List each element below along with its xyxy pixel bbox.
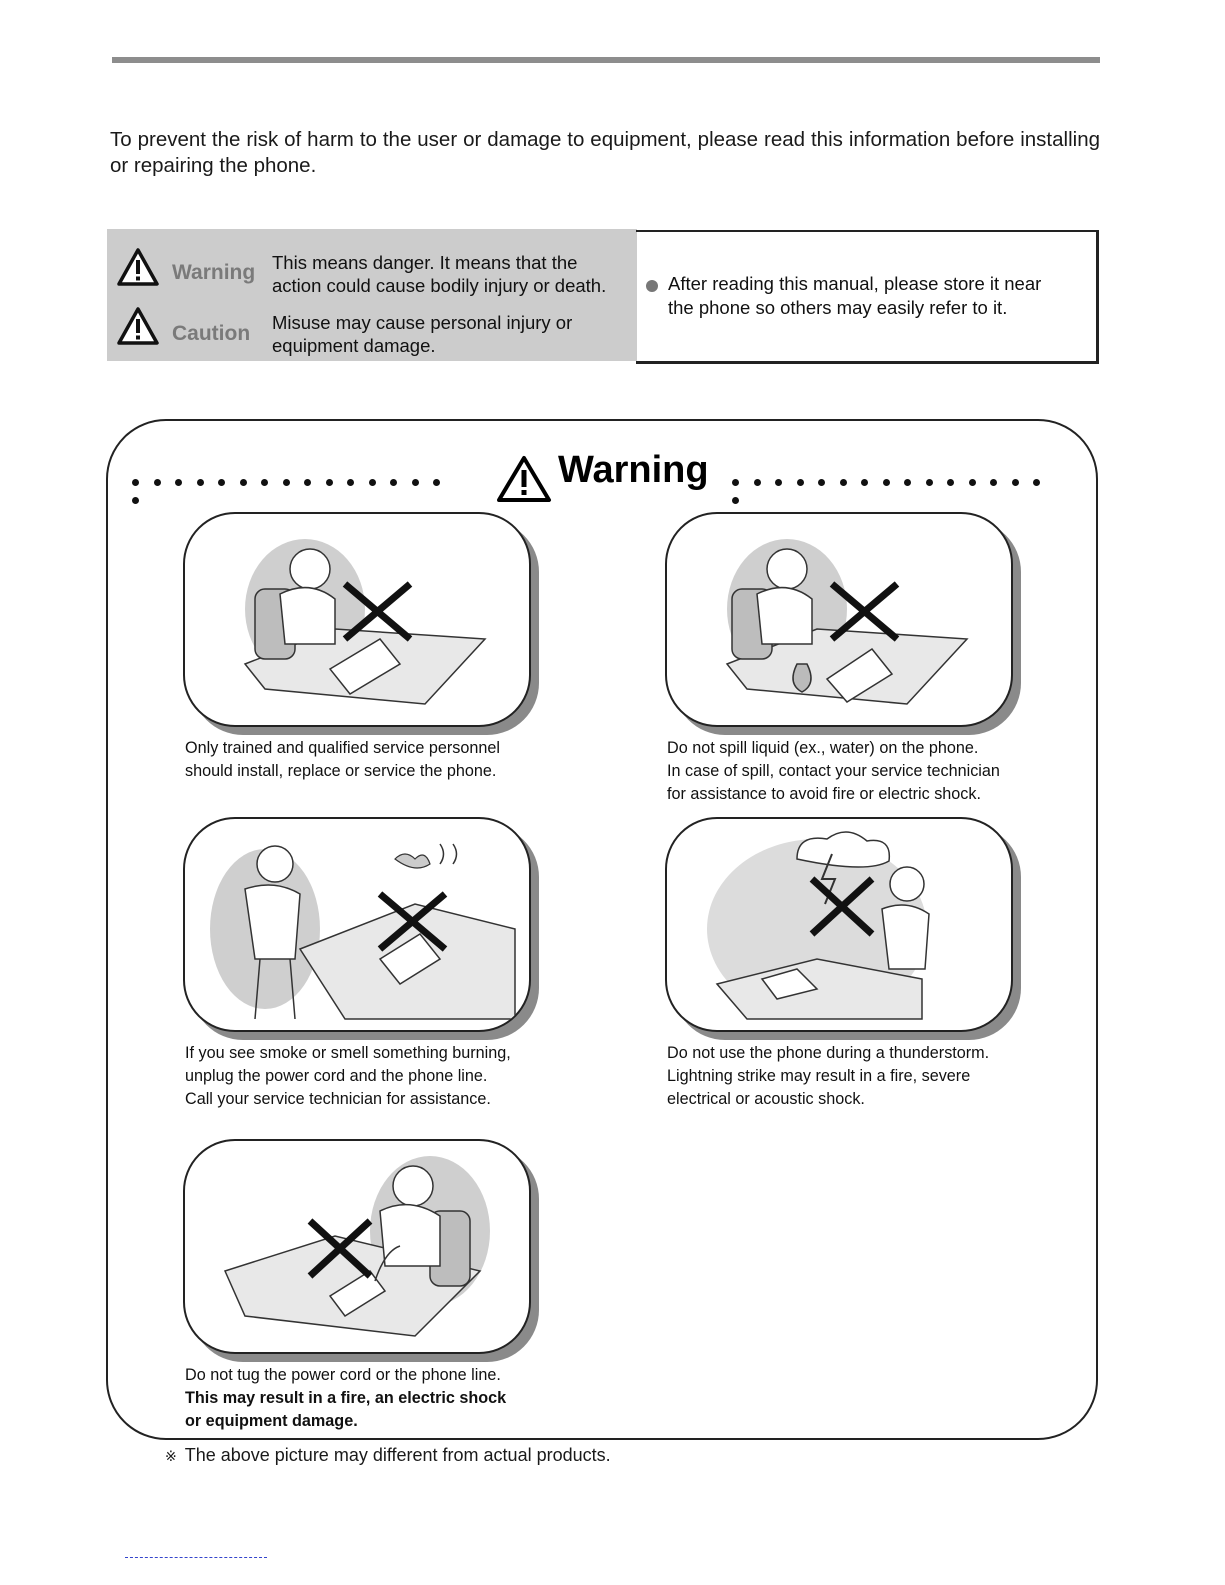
caption-line: Do not spill liquid (ex., water) on the phone. bbox=[667, 739, 979, 757]
legend-caution bbox=[107, 299, 637, 359]
vase-spill-illustration bbox=[665, 512, 1013, 727]
caption-line: electrical or acoustic shock. bbox=[667, 1090, 865, 1108]
caption-line: Call your service technician for assistance. bbox=[185, 1090, 491, 1108]
caution-desc-line: Misuse may cause personal injury or bbox=[272, 312, 573, 333]
warning-item-caption bbox=[185, 737, 500, 783]
warning-item-caption bbox=[185, 1364, 506, 1433]
caption-line: should install, replace or service the phone. bbox=[185, 762, 497, 780]
caption-line: Lightning strike may result in a fire, severe bbox=[667, 1067, 971, 1085]
warning-desc-line: action could cause bodily injury or death. bbox=[272, 275, 607, 296]
footnote-text: The above picture may different from actual products. bbox=[184, 1445, 611, 1465]
storage-note-box bbox=[636, 230, 1099, 364]
caption-bold-line: or equipment damage. bbox=[185, 1412, 358, 1430]
smoke-burning-illustration bbox=[183, 817, 531, 1032]
caption-line: Do not tug the power cord or the phone line. bbox=[185, 1366, 501, 1384]
storage-note-line: After reading this manual, please store it near bbox=[668, 273, 1042, 294]
caption-line: unplug the power cord and the phone line. bbox=[185, 1067, 488, 1085]
warning-triangle-icon bbox=[496, 455, 552, 503]
dotted-divider bbox=[132, 473, 472, 483]
caption-line: If you see smoke or smell something burning, bbox=[185, 1044, 511, 1062]
warning-label: Warning bbox=[172, 261, 256, 284]
warning-panel bbox=[106, 419, 1098, 1440]
dotted-divider bbox=[732, 473, 1072, 483]
caption-line: Only trained and qualified service personnel bbox=[185, 739, 500, 757]
reference-mark-icon: ※ bbox=[165, 1448, 177, 1464]
warning-item-caption bbox=[667, 1042, 989, 1111]
caption-line: Do not use the phone during a thunderstorm. bbox=[667, 1044, 990, 1062]
thunderstorm-illustration bbox=[665, 817, 1013, 1032]
caution-label: Caution bbox=[172, 322, 251, 345]
warning-item-caption bbox=[185, 1042, 511, 1111]
warning-title-text: Warning bbox=[558, 449, 709, 491]
caption-line: for assistance to avoid fire or electric shock. bbox=[667, 785, 981, 803]
legend-warning bbox=[107, 239, 637, 299]
caption-bold-line: This may result in a fire, an electric shock bbox=[185, 1389, 507, 1407]
intro-paragraph: To prevent the risk of harm to the user or damage to equipment, please read this information before installing or repairing the phone. bbox=[110, 128, 1100, 177]
top-rule bbox=[112, 57, 1100, 63]
technician-wrench-illustration bbox=[183, 512, 531, 727]
bottom-dashed-link bbox=[125, 1556, 267, 1558]
warning-desc-line: This means danger. It means that the bbox=[272, 252, 578, 273]
caution-triangle-icon bbox=[116, 306, 160, 346]
footnote bbox=[165, 1445, 611, 1466]
caution-desc-line: equipment damage. bbox=[272, 335, 436, 356]
tug-cord-illustration bbox=[183, 1139, 531, 1354]
legend-box bbox=[107, 229, 637, 361]
warning-triangle-icon bbox=[116, 247, 160, 287]
caption-line: In case of spill, contact your service technician bbox=[667, 762, 1000, 780]
warning-header bbox=[108, 451, 1096, 507]
storage-note-line: the phone so others may easily refer to it. bbox=[668, 297, 1008, 318]
bullet-icon bbox=[646, 280, 658, 292]
warning-item-caption bbox=[667, 737, 1000, 806]
